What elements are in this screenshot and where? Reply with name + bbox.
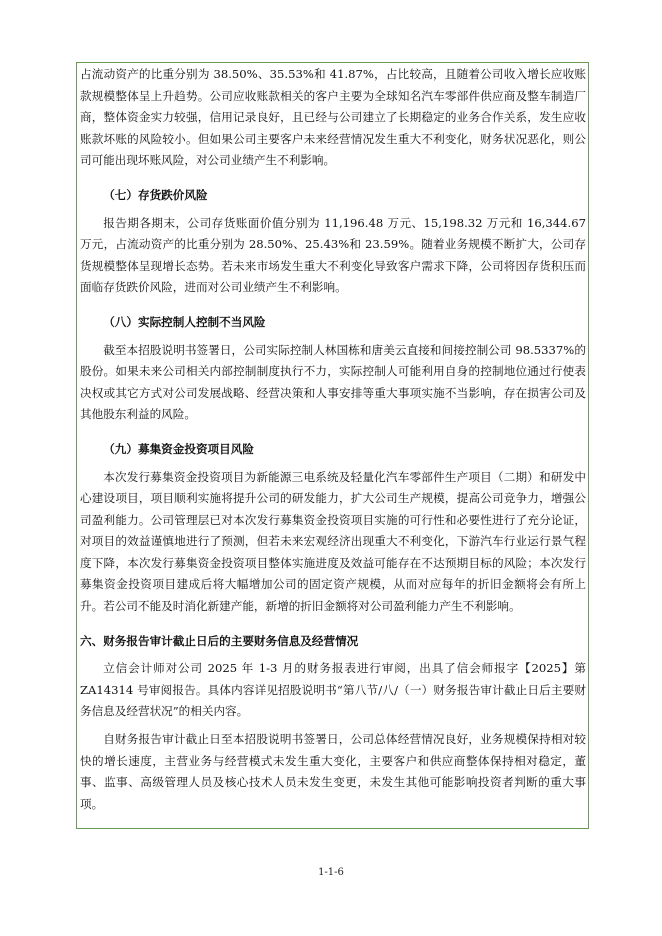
section-heading-fundraising-risk: （九）募集资金投资项目风险 [103,441,254,456]
paragraph-post-audit-review: 立信会计师对公司 2025 年 1-3 月的财务报表进行审阅，出具了信会师报字【2025】第 ZA14314 号审阅报告。具体内容详见招股说明书“第八节/八/（一）财务报告审计截止日后主要财务信息及经营状况”的相关内容。 [80,661,586,719]
page-number: 1-1-6 [318,867,344,878]
section-heading-controller-risk: （八）实际控制人控制不当风险 [103,314,266,329]
page-content [80,64,586,815]
paragraph-post-audit-operations: 自财务报告审计截止日至本招股说明书签署日，公司总体经营情况良好，业务规模保持相对较快的增长速度，主营业务与经营模式未发生重大变化，主要客户和供应商整体保持相对稳定，董事、监事、高级管理人员及核心技术人员未发生变更，未发生其他可能影响投资者判断的重大事项。 [80,732,586,811]
paragraph-fundraising-risk: 本次发行募集资金投资项目为新能源三电系统及轻量化汽车零部件生产项目（二期）和研发中心建设项目，项目顺利实施将提升公司的研发能力，扩大公司生产规模，提高公司竞争力，增强公司盈利能力。公司管理层已对本次发行募集资金投资项目实施的可行性和必要性进行了充分论证，对项目的效益谨慎地进行了预测，但若未来宏观经济出现重大不利变化，下游汽车行业运行景气程度下降，本次发行募集资金投资项目整体实施进度及效益可能存在不达预期目标的风险；本次发行募集资金投资项目建成后将大幅增加公司的固定资产规模，从而对应每年的折旧金额将会有所上升。若公司不能及时消化新建产能，新增的折旧金额将对公司盈利能力产生不利影响。 [80,469,586,614]
intro-paragraph: 占流动资产的比重分别为 38.50%、35.53%和 41.87%，占比较高，且随着公司收入增长应收账款规模整体呈上升趋势。公司应收账款相关的客户主要为全球知名汽车零部件供应商及整车制造厂商，整体资金实力较强，信用记录良好，且已经与公司建立了长期稳定的业务合作关系，发生应收账款坏账的风险较小。但如果公司主要客户未来经营情况发生重大不利变化，财务状况恶化，则公司可能出现坏账风险，对公司业绩产生不利影响。 [80,67,586,168]
section-heading-post-audit: 六、财务报告审计截止日后的主要财务信息及经营情况 [80,633,359,648]
section-heading-inventory-risk: （七）存货跌价风险 [103,187,208,202]
paragraph-inventory-risk: 报告期各期末，公司存货账面价值分别为 11,196.48 万元、15,198.32 万元和 16,344.67 万元，占流动资产的比重分别为 28.50%、25.43%和 23.59%。随着业务规模不断扩大，公司存货规模整体呈现增长态势。若未来市场发生重大不利变化导致客户需求下降，公司将因存货积压而面临存货跌价风险，进而对公司业绩产生不利影响。 [80,215,586,295]
paragraph-controller-risk: 截至本招股说明书签署日，公司实际控制人林国栋和唐美云直接和间接控制公司 98.5337%的股份。如果未来公司相关内部控制制度执行不力，实际控制人可能利用自身的控制地位通过行使表决权或其它方式对公司发展战略、经营决策和人事安排等重大事项实施不当影响，存在损害公司及其他股东利益的风险。 [80,342,586,422]
